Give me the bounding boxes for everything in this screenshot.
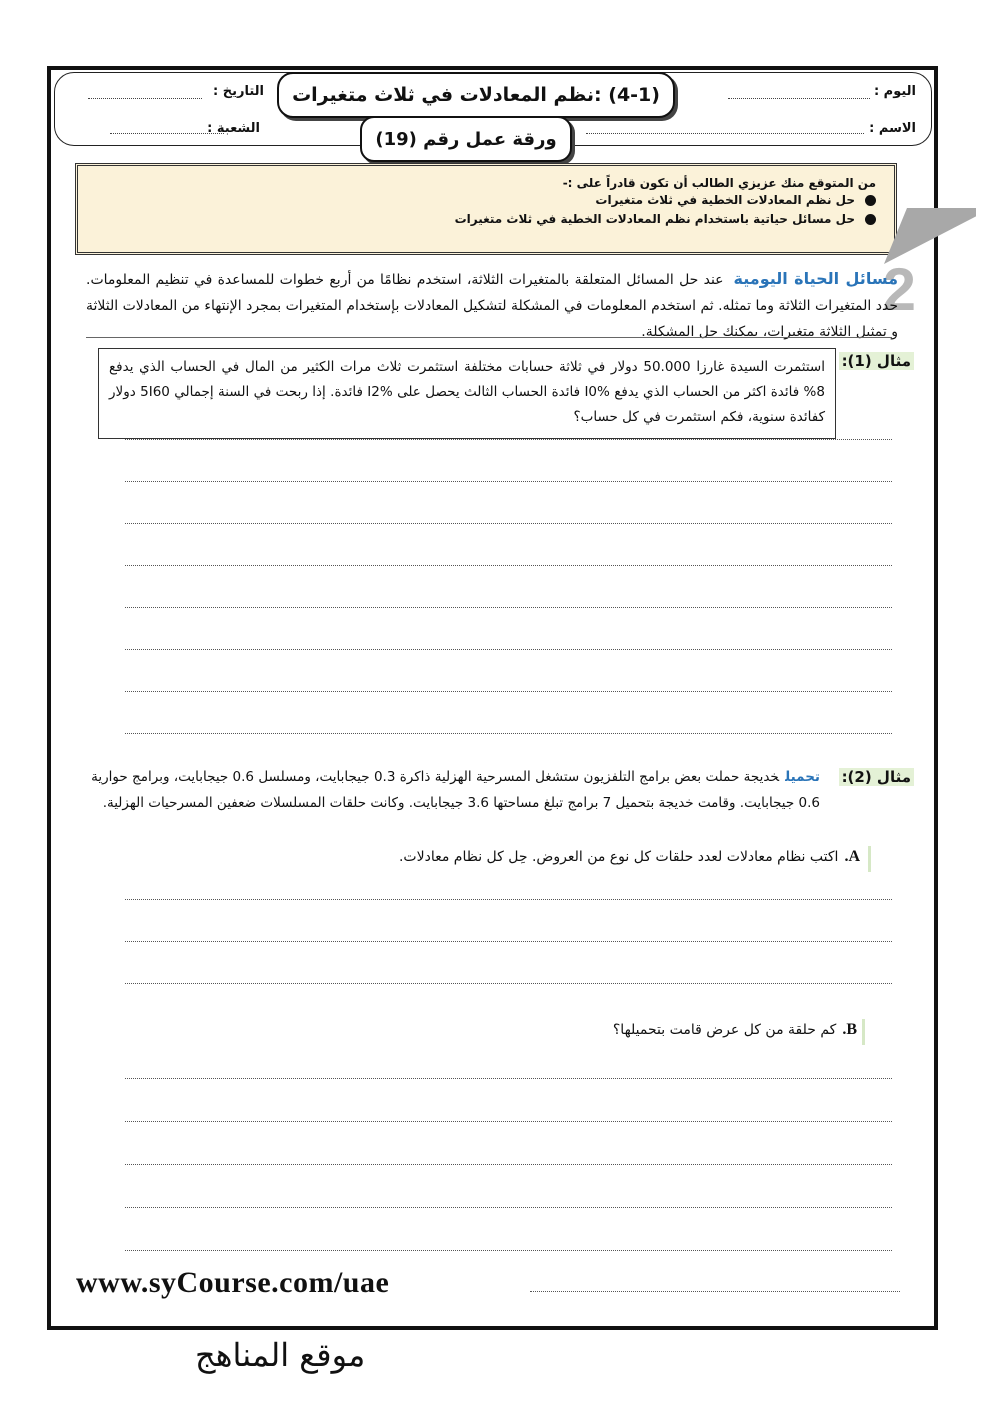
example-1-label: مثال (1): bbox=[839, 352, 914, 370]
part-a-text: اكتب نظام معادلات لعدد حلقات كل نوع من العروض. حِل كل نظام معادلات. bbox=[398, 849, 839, 865]
page-frame bbox=[47, 66, 938, 1330]
answer-line[interactable] bbox=[125, 1207, 892, 1208]
section-text: عند حل المسائل المتعلقة بالمتغيرات الثلاثة، استخدم نظامًا من أربع خطوات للمساعدة في تنظيم المعلومات. حدد المتغيرات الثلاثة وما تمثله. ثم استخدم المعلومات في المشكلة لتشكيل المعادلات بإستخدام المتغيرات بمجرد الإنتهاء من المعادلات الثلاثة و تمثيل الثلاثة متغيرات، يمكنك حل المشكلة. bbox=[86, 272, 898, 340]
answer-line[interactable] bbox=[125, 523, 892, 524]
objective-item bbox=[78, 191, 876, 210]
answer-line[interactable] bbox=[125, 607, 892, 608]
date-field[interactable] bbox=[88, 98, 202, 99]
day-field[interactable] bbox=[728, 98, 870, 99]
answer-line[interactable] bbox=[125, 1078, 892, 1079]
date-label: التاريخ : bbox=[213, 84, 264, 99]
name-label: الاسم : bbox=[869, 121, 916, 136]
answer-line[interactable] bbox=[125, 941, 892, 942]
example-2-keyword: تحميل bbox=[785, 769, 820, 785]
answer-line[interactable] bbox=[125, 733, 892, 734]
part-b-text: كم حلقة من كل عرض قامت بتحميلها؟ bbox=[612, 1022, 837, 1038]
part-b-bar bbox=[862, 1019, 865, 1045]
objectives-intro: من المتوقع منك عزيزي الطالب أن تكون قادراً على :- bbox=[562, 176, 876, 190]
section-label: الشعبة : bbox=[207, 121, 260, 136]
part-b-letter: B. bbox=[842, 1021, 857, 1038]
answer-line[interactable] bbox=[125, 439, 892, 440]
objective-text: حل مسائل حياتية باستخدام نظم المعادلات الخطية في ثلاث متغيرات bbox=[454, 212, 855, 226]
section-field[interactable] bbox=[110, 133, 224, 134]
answer-line[interactable] bbox=[125, 649, 892, 650]
website-link[interactable]: www.syCourse.com/uae bbox=[76, 1266, 390, 1299]
day-label: اليوم : bbox=[873, 84, 916, 99]
example-2-label: مثال (2): bbox=[839, 768, 914, 786]
part-a-letter: A. bbox=[844, 848, 860, 865]
answer-line[interactable] bbox=[125, 1121, 892, 1122]
answer-line[interactable] bbox=[125, 1250, 892, 1251]
example-2-body bbox=[80, 764, 820, 816]
part-a-bar bbox=[868, 846, 871, 872]
answer-line[interactable] bbox=[125, 691, 892, 692]
worksheet-number: ورقة عمل رقم (19) bbox=[360, 116, 572, 162]
example-2-text: خديجة حملت بعض برامج التلفزيون ستشغل المسرحية الهزلية ذاكرة 0.3 جيجابايت، ومسلسل 0.6 جيجابايت، وبرامج حوارية 0.6 جيجابايت. وقامت خديجة بتحميل 7 برامج تبلغ مساحتها 3.6 جيجابايت. وكانت حلقات المسلسلات ضعفين المسرحيات الهزلية. bbox=[91, 769, 820, 811]
objectives-box bbox=[75, 163, 897, 255]
objective-text: حل نظم المعادلات الخطية في ثلاث متغيرات bbox=[595, 193, 855, 207]
section-divider bbox=[86, 337, 892, 338]
section-title: مسائل الحياة اليومية bbox=[733, 269, 899, 288]
site-name: موقع المناهج bbox=[195, 1336, 366, 1374]
answer-line[interactable] bbox=[530, 1291, 900, 1292]
part-a bbox=[399, 848, 860, 866]
section-body bbox=[86, 266, 898, 345]
bullet-icon bbox=[865, 195, 876, 206]
example-1-box bbox=[98, 348, 836, 439]
answer-line[interactable] bbox=[125, 565, 892, 566]
objective-item bbox=[78, 210, 876, 229]
answer-line[interactable] bbox=[125, 983, 892, 984]
answer-line[interactable] bbox=[125, 481, 892, 482]
answer-line[interactable] bbox=[125, 899, 892, 900]
name-field[interactable] bbox=[586, 133, 864, 134]
example-1-text: استثمرت السيدة غارزا 50.000 دولار في ثلاثة حسابات مختلفة استثمرت ثلاث مرات الكثير من المال في الحساب الذي يدفع 8% فائدة اكثر من الحساب الذي يدفع I0% فائدة الحساب الثالث يحصل على I2% فائدة. إذا ربحت في السنة إجمالي 5I60 دولار كفائدة سنوية، فكم استثمرت في كل حساب؟ bbox=[109, 359, 825, 425]
section-number: 2 bbox=[882, 256, 916, 323]
bullet-icon bbox=[865, 214, 876, 225]
part-b bbox=[613, 1021, 857, 1039]
answer-line[interactable] bbox=[125, 1164, 892, 1165]
page-title: (4-1) :نظم المعادلات في ثلاث متغيرات bbox=[277, 72, 675, 118]
